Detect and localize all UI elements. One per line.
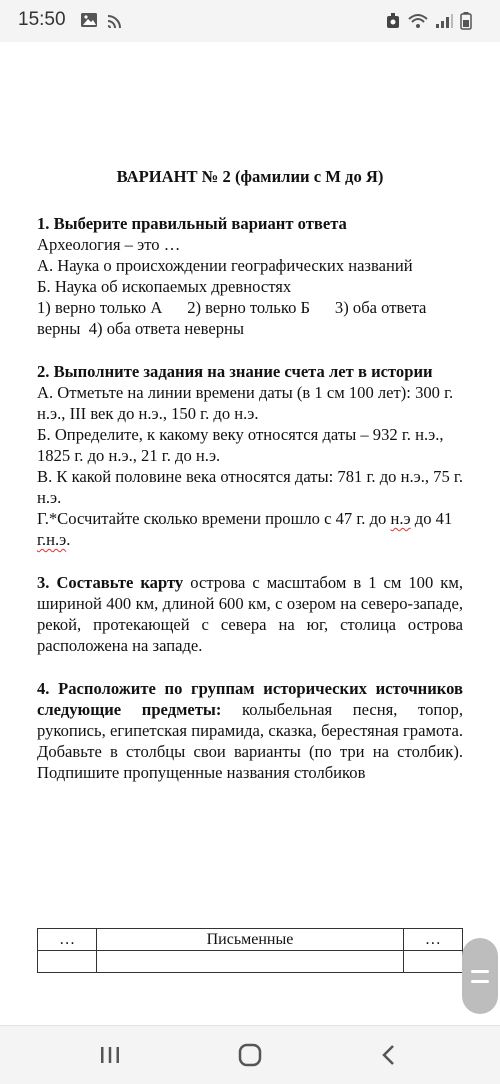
task-1 — [37, 213, 463, 339]
back-icon[interactable] — [372, 1038, 406, 1072]
task-3-heading: 3. Составьте карту — [37, 573, 184, 592]
signal-icon — [435, 13, 453, 34]
gallery-icon — [80, 12, 98, 33]
task-2-line: Б. Определите, к какому веку относятся даты – 932 г. н.э., 1825 г. до н.э., 21 г. до н.э. — [37, 425, 444, 465]
table-row — [38, 951, 463, 973]
task-4-heading: 4. Расположите по группам исторических источников следующие предметы: — [37, 679, 463, 719]
task-2-last-u2: г.н.э — [37, 530, 67, 549]
status-bar — [0, 0, 500, 42]
task-4-text: колыбельная песня, топор, рукопись, египетская пирамида, сказка, берестяная грамота. Добавьте в столбцы свои варианты (по три на столбик). Подпишите пропущенные названия столбиков — [37, 700, 464, 782]
task-4 — [37, 678, 463, 783]
task-1-line: Археология – это … — [37, 235, 181, 254]
cast-icon — [106, 12, 124, 33]
scroll-handle-grip — [471, 970, 489, 973]
task-4-table — [37, 928, 463, 973]
table-header-cell: Письменные — [97, 929, 403, 951]
task-2-last-mid: до 41 — [410, 509, 453, 528]
table-header-row — [38, 929, 463, 951]
status-time: 15:50 — [18, 9, 66, 30]
scroll-handle[interactable] — [462, 938, 498, 1014]
task-3 — [37, 572, 463, 656]
battery-icon — [460, 12, 472, 35]
task-2-heading: 2. Выполните задания на знание счета лет в истории — [37, 362, 433, 381]
task-2-line — [37, 508, 463, 550]
task-2-last-start: Г.*Сосчитайте сколько времени прошло с 47 г. до — [37, 509, 391, 528]
table-cell — [403, 951, 462, 973]
task-2-last-end: . — [66, 530, 71, 549]
task-3-text: острова с масштабом в 1 см 100 км, шириной 400 км, длиной 600 км, с озером на северо-западе, рекой, протекающей с севера на юг, столица острова расположена на западе. — [37, 573, 463, 655]
wifi-icon — [408, 13, 428, 34]
task-1-heading: 1. Выберите правильный вариант ответа — [37, 214, 347, 233]
task-2-last-u1: н.э — [390, 509, 411, 528]
status-right-icons — [385, 12, 472, 35]
task-2 — [37, 361, 463, 550]
table-cell — [38, 951, 97, 973]
table-header-cell: … — [38, 929, 97, 951]
page-title: ВАРИАНТ № 2 (фамилии с М до Я) — [116, 167, 384, 186]
task-1-line: 1) верно только А 2) верно только Б 3) оба ответа верны 4) оба ответа неверны — [37, 298, 431, 338]
task-2-line: А. Отметьте на линии времени даты (в 1 см 100 лет): 300 г. н.э., III век до н.э., 150 г. до н.э. — [37, 383, 454, 423]
document-content — [37, 166, 463, 805]
scroll-handle-grip — [471, 980, 489, 983]
home-icon[interactable] — [233, 1038, 267, 1072]
task-2-line: В. К какой половине века относятся даты: 781 г. до н.э., 75 г. н.э. — [37, 467, 464, 507]
task-1-line: А. Наука о происхождении географических названий — [37, 256, 413, 275]
table-cell — [97, 951, 403, 973]
alarm-icon — [385, 12, 401, 35]
status-left-icons — [80, 12, 124, 33]
navigation-bar — [0, 1025, 500, 1084]
recent-apps-icon[interactable] — [93, 1038, 127, 1072]
table-header-cell: … — [403, 929, 462, 951]
task-1-line: Б. Наука об ископаемых древностях — [37, 277, 292, 296]
